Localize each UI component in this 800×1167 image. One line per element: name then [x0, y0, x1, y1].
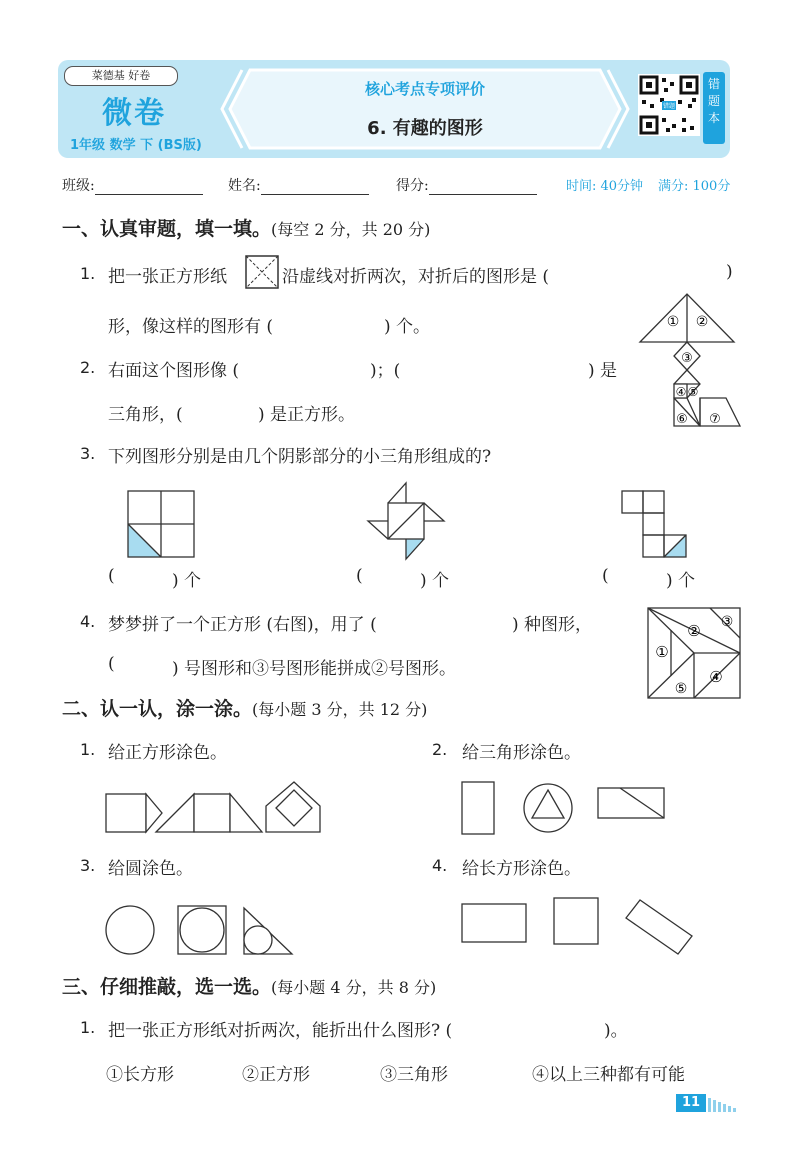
s3-q1-text-end: )。	[604, 1021, 628, 1041]
tangram-square-figure	[648, 608, 740, 698]
page-header	[58, 60, 730, 158]
s2-q1-number: 1.	[80, 740, 96, 759]
shape-small-circle[interactable]	[244, 926, 272, 954]
q4-text-a: 梦梦拼了一个正方形 (右图)，用了 (	[108, 615, 377, 635]
q3-figure-grid	[128, 491, 194, 557]
score-label: 得分:	[396, 178, 429, 194]
title-banner	[228, 68, 622, 150]
q1-number: 1.	[80, 264, 96, 283]
q3-blank-2-close: ) 个	[420, 571, 450, 591]
qr-code-icon	[638, 74, 700, 136]
name-input[interactable]	[261, 180, 369, 195]
error-book-char: 题	[707, 94, 720, 108]
s2-q2-text: 给三角形涂色。	[462, 743, 581, 763]
option-c[interactable]: ③三角形	[380, 1065, 448, 1085]
q4-text-b: ) 种图形，	[512, 615, 593, 635]
s2-q1-shapes	[104, 780, 324, 834]
square-label-1: ①	[655, 643, 669, 661]
section-1-title	[62, 214, 430, 241]
tangram-label-7: ⑦	[709, 412, 721, 427]
tangram-label-5: ⑤	[687, 385, 699, 399]
q3-blank-1-open[interactable]: (	[108, 566, 115, 586]
q3-blank-2-open[interactable]: (	[356, 566, 363, 586]
q2-text-a: 右面这个图形像 (	[108, 361, 240, 381]
q4-text-c[interactable]: (	[108, 654, 115, 674]
full-score: 满分: 100分	[658, 179, 731, 194]
section-1-heading: 一、认真审题，填一填。	[62, 218, 272, 240]
s2-q3-text: 给圆涂色。	[108, 859, 193, 879]
section-1-score-note: (每空 2 分，共 20 分)	[271, 220, 431, 239]
shape-tall-rectangle[interactable]	[462, 782, 494, 834]
q3-text: 下列图形分别是由几个阴影部分的小三角形组成的?	[108, 447, 492, 467]
s2-q4-number: 4.	[432, 856, 448, 875]
banner-subtitle: 核心考点专项评价	[364, 80, 485, 98]
shape-wide-rectangle[interactable]	[598, 788, 664, 818]
error-book-char: 错	[707, 77, 720, 91]
s2-q1-text: 给正方形涂色。	[108, 743, 227, 763]
q4-text-d: ) 号图形和③号图形能拼成②号图形。	[172, 659, 457, 679]
qr-label: 错题	[662, 103, 676, 110]
tangram-label-2: ②	[695, 314, 709, 330]
grade-label: 1年级 数学 下 (BS版)	[70, 138, 202, 153]
option-b[interactable]: ②正方形	[242, 1065, 310, 1085]
q3-number: 3.	[80, 444, 96, 463]
class-label: 班级:	[62, 178, 95, 194]
square-label-5: ⑤	[674, 681, 688, 697]
shape-square[interactable]	[106, 794, 146, 832]
shape-tilted-rectangle[interactable]	[626, 900, 692, 954]
folded-square-icon	[245, 255, 279, 289]
page-number: 11	[676, 1094, 706, 1112]
tangram-figure	[640, 294, 740, 430]
tangram-label-4: ④	[675, 385, 687, 399]
name-field	[228, 175, 369, 195]
section-3-score-note: (每小题 4 分，共 8 分)	[271, 978, 437, 997]
tangram-label-1: ①	[666, 314, 680, 330]
square-label-3: ③	[720, 614, 734, 630]
q1-text-d: 形，像这样的图形有 (	[108, 317, 274, 337]
page-title: 6. 有趣的图形	[367, 118, 483, 139]
square-label-4: ④	[709, 668, 723, 686]
s3-q1-number: 1.	[80, 1018, 96, 1037]
score-input[interactable]	[429, 180, 537, 195]
q2-text-d: 三角形，(	[108, 405, 183, 425]
class-input[interactable]	[95, 180, 203, 195]
section-2-title	[62, 694, 427, 721]
q2-text-b: )；(	[370, 361, 401, 381]
q3-blank-3-close: ) 个	[666, 571, 696, 591]
s3-q1-text: 把一张正方形纸对折两次，能折出什么图形? (	[108, 1021, 453, 1041]
s2-q4-text: 给长方形涂色。	[462, 859, 581, 879]
s2-q3-shapes	[104, 902, 296, 956]
logo-area	[58, 60, 226, 158]
brand-logo: 菜德基 好卷	[64, 66, 178, 86]
q3-figure-staircase	[622, 491, 686, 557]
q1-text-c: )	[726, 262, 733, 282]
s2-q2-number: 2.	[432, 740, 448, 759]
s2-q4-shapes	[460, 894, 696, 956]
q2-text-c: ) 是	[588, 361, 618, 381]
name-label: 姓名:	[228, 178, 261, 194]
q2-text-e: ) 是正方形。	[258, 405, 356, 425]
shape-diamond-square[interactable]	[276, 790, 312, 826]
section-2-score-note: (每小题 3 分，共 12 分)	[252, 700, 428, 719]
class-field	[62, 175, 203, 195]
q4-number: 4.	[80, 612, 96, 631]
shape-rectangle[interactable]	[462, 904, 526, 942]
shape-small-triangle[interactable]	[146, 794, 162, 832]
shape-inscribed-circle[interactable]	[180, 908, 224, 952]
series-title: 微卷	[102, 96, 166, 131]
qr-code	[638, 74, 700, 136]
q3-blank-3-open[interactable]: (	[602, 566, 609, 586]
square-label-2: ②	[687, 622, 701, 640]
q3-blank-1-close: ) 个	[172, 571, 202, 591]
s2-q2-shapes	[460, 780, 666, 836]
q1-text-b: 沿虚线对折两次，对折后的图形是 (	[282, 267, 550, 287]
q1-text-a: 把一张正方形纸	[108, 267, 227, 287]
option-a[interactable]: ①长方形	[106, 1065, 174, 1085]
error-book-tab	[703, 72, 725, 144]
tangram-label-6: ⑥	[676, 412, 688, 427]
q1-text-e: ) 个。	[384, 317, 431, 337]
q2-number: 2.	[80, 358, 96, 377]
shape-middle-square[interactable]	[194, 794, 230, 832]
shape-square[interactable]	[554, 898, 598, 944]
page-number-bars	[708, 1094, 738, 1112]
q3-figure-pinwheel	[368, 483, 444, 559]
time-limit: 时间: 40分钟	[566, 179, 644, 194]
section-3-heading: 三、仔细推敲，选一选。	[62, 976, 272, 998]
tangram-label-3: ③	[681, 351, 693, 366]
score-field	[396, 175, 537, 195]
section-3-title	[62, 972, 436, 999]
shape-big-circle[interactable]	[106, 906, 154, 954]
error-book-char: 本	[707, 111, 720, 125]
s2-q3-number: 3.	[80, 856, 96, 875]
section-2-heading: 二、认一认，涂一涂。	[62, 698, 253, 720]
option-d[interactable]: ④以上三种都有可能	[532, 1065, 685, 1085]
shape-right-triangle[interactable]	[230, 794, 262, 832]
